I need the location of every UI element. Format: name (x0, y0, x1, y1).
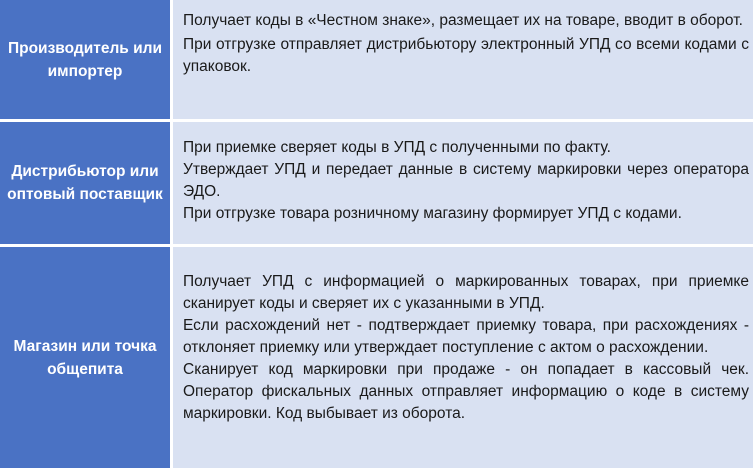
role-label-distributor: Дистрибьютор или оптовый поставщик (0, 122, 170, 244)
description-paragraph: При отгрузке товара розничному магазину формирует УПД с кодами. (183, 205, 682, 222)
description-paragraph: Утверждает УПД и передает данные в систему маркировки через оператора ЭДО. (183, 161, 749, 200)
role-label-producer: Производитель или импортер (0, 0, 170, 119)
role-description-distributor (173, 122, 753, 244)
description-paragraph: Если расхождений нет - подтверждает приемку товара, при расхождениях - отклоняет приемку или утверждает поступление с актом о расхождении. (183, 317, 749, 356)
role-description-retailer (173, 247, 753, 468)
description-paragraph: Получает УПД с информацией о маркированных товарах, при приемке сканирует коды и сверяет их с указанными в УПД. (183, 273, 749, 312)
description-paragraph: Сканирует код маркировки при продаже - он попадает в кассовый чек. Оператор фискальных данных отправляет информацию о коде в систему маркировки. Код выбывает из оборота. (183, 361, 749, 422)
table-row-producer (0, 0, 753, 119)
description-paragraph: Получает коды в «Честном знаке», размещает их на товаре, вводит в оборот. (183, 12, 743, 29)
role-description-producer (173, 0, 753, 119)
description-paragraph: При отгрузке отправляет дистрибьютору электронный УПД со всеми кодами с упаковок. (183, 36, 749, 75)
role-label-retailer: Магазин или точка общепита (0, 247, 170, 468)
table-row-retailer (0, 247, 753, 468)
description-paragraph: При приемке сверяет коды в УПД с полученными по факту. (183, 139, 611, 156)
table-row-distributor (0, 122, 753, 244)
